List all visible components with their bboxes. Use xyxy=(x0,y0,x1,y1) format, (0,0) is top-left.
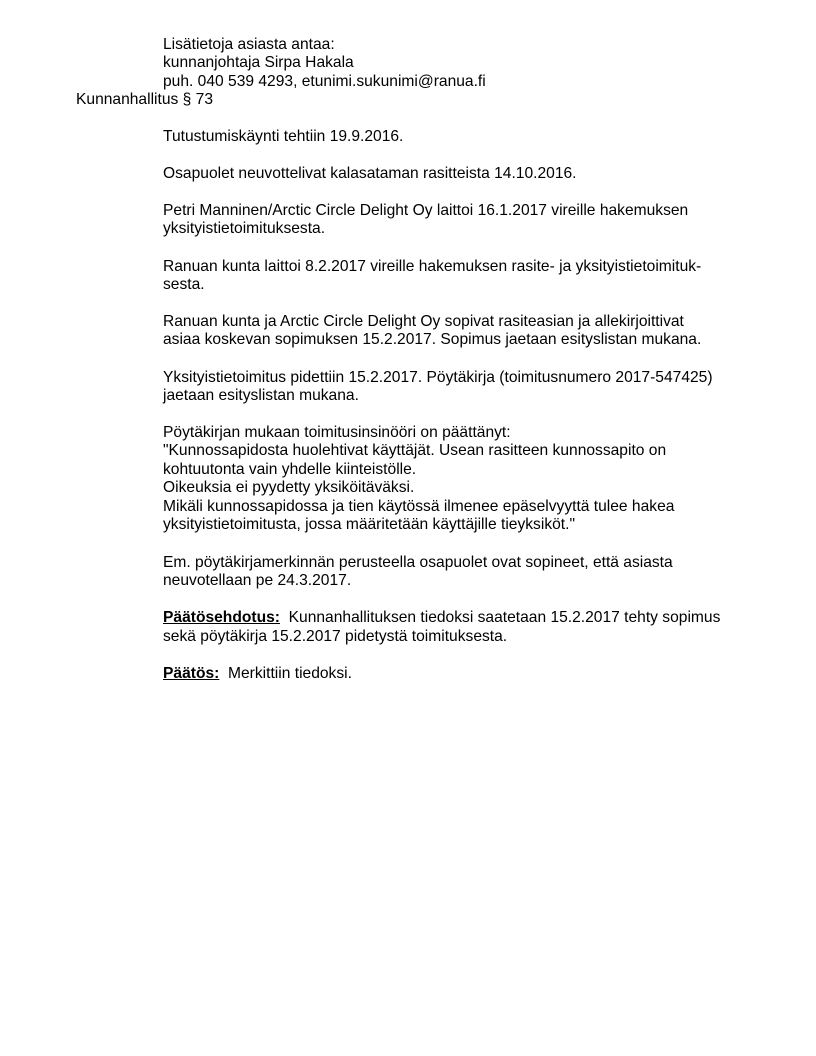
paragraph-line: Petri Manninen/Arctic Circle Delight Oy laittoi 16.1.2017 vireille hakemuksen xyxy=(163,202,689,219)
paragraph-line: kohtuutonta vain yhdelle kiinteistölle. xyxy=(163,461,417,478)
proposal-label: Päätösehdotus: xyxy=(163,609,280,626)
paragraph-line: jaetaan esityslistan mukana. xyxy=(163,387,359,404)
paragraph-line: yksityistietoimituksesta. xyxy=(163,220,326,237)
contact-intro: Lisätietoja asiasta antaa: xyxy=(163,36,335,53)
paragraph-line: neuvotellaan pe 24.3.2017. xyxy=(163,572,352,589)
paragraph-line: asiaa koskevan sopimuksen 15.2.2017. Sopimus jaetaan esityslistan mukana. xyxy=(163,331,702,348)
section-heading: Kunnanhallitus § 73 xyxy=(76,91,213,108)
paragraph-line: Tutustumiskäynti tehtiin 19.9.2016. xyxy=(163,128,404,145)
paragraph-line: Yksityistietoimitus pidettiin 15.2.2017. Pöytäkirja (toimitusnumero 2017-547425) xyxy=(163,369,713,386)
paragraph-line: sesta. xyxy=(163,276,205,293)
paragraph-line: Osapuolet neuvottelivat kalasataman rasitteista 14.10.2016. xyxy=(163,165,577,182)
contact-person: kunnanjohtaja Sirpa Hakala xyxy=(163,54,354,71)
paragraph-line: yksityistietoimitusta, jossa määritetään käyttäjille tieyksiköt." xyxy=(163,516,575,533)
decision-label: Päätös: xyxy=(163,665,220,682)
proposal-line xyxy=(163,609,720,627)
paragraph-line: Ranuan kunta ja Arctic Circle Delight Oy sopivat rasiteasian ja allekirjoittivat xyxy=(163,313,684,330)
decision-line xyxy=(163,665,352,683)
paragraph-line: Ranuan kunta laittoi 8.2.2017 vireille hakemuksen rasite- ja yksityistietoimituk- xyxy=(163,258,702,275)
proposal-text: Kunnanhallituksen tiedoksi saatetaan 15.2.2017 tehty sopimus xyxy=(288,609,721,626)
paragraph-line: Oikeuksia ei pyydetty yksiköitäväksi. xyxy=(163,479,415,496)
paragraph-line: Em. pöytäkirjamerkinnän perusteella osapuolet ovat sopineet, että asiasta xyxy=(163,554,673,571)
paragraph-line: "Kunnossapidosta huolehtivat käyttäjät. Usean rasitteen kunnossapito on xyxy=(163,442,667,459)
proposal-line-2: sekä pöytäkirja 15.2.2017 pidetystä toimituksesta. xyxy=(163,628,508,645)
decision-text: Merkittiin tiedoksi. xyxy=(228,665,352,682)
paragraph-line: Mikäli kunnossapidossa ja tien käytössä ilmenee epäselvyyttä tulee hakea xyxy=(163,498,675,515)
paragraph-line: Pöytäkirjan mukaan toimitusinsinööri on päättänyt: xyxy=(163,424,511,441)
contact-phone-email: puh. 040 539 4293, etunimi.sukunimi@ranua.fi xyxy=(163,73,486,90)
